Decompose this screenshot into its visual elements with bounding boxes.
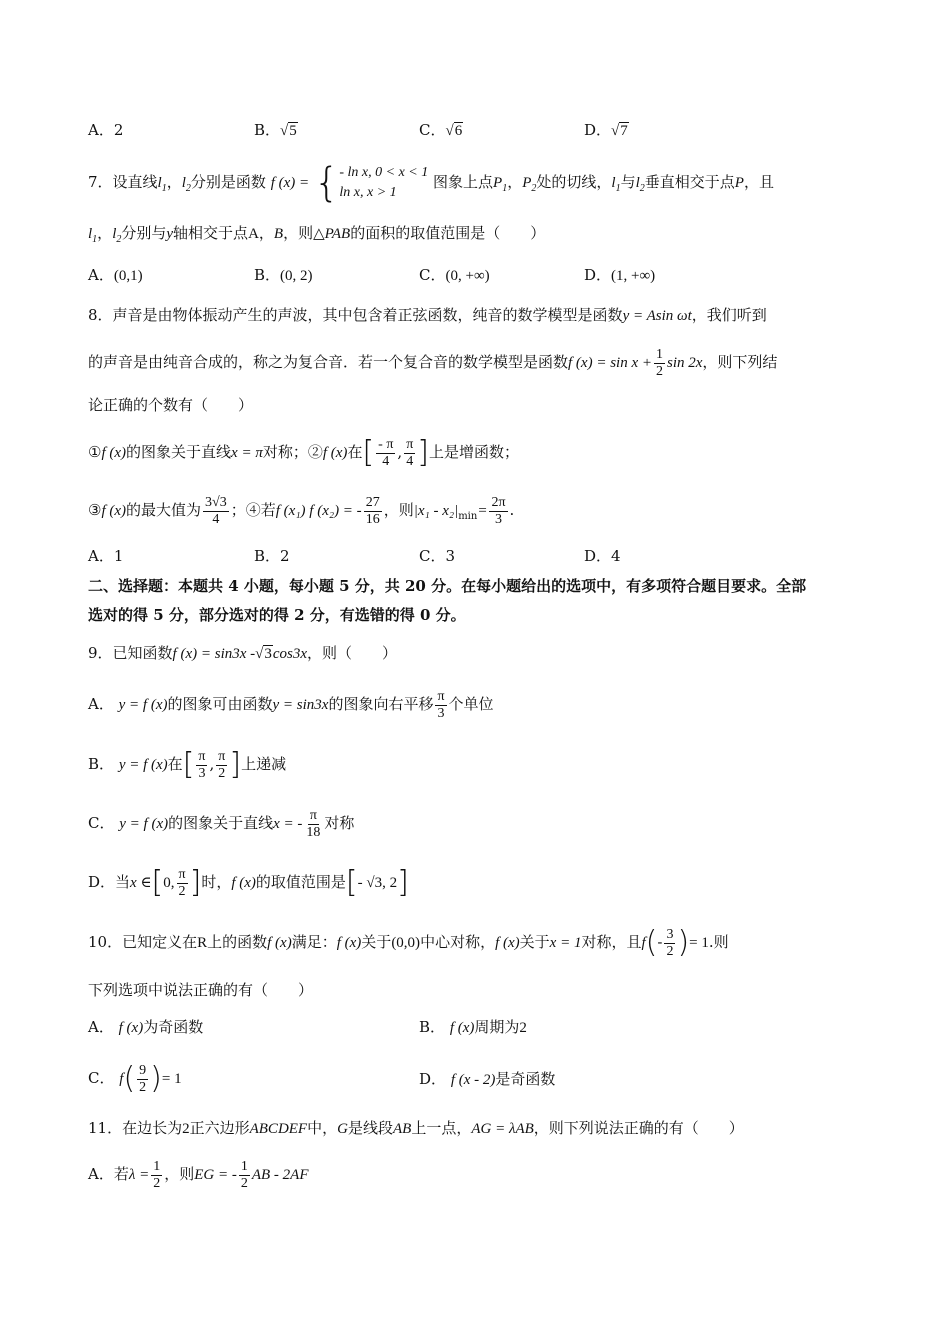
q8-option-a-text: A．1 bbox=[88, 547, 124, 565]
q8-text: . bbox=[509, 501, 515, 519]
q11-lambda-fraction bbox=[151, 1159, 162, 1192]
q7-text: 处的切线， bbox=[536, 173, 612, 191]
q9-text: ，则（ ） bbox=[307, 644, 398, 662]
q7-text: 7．设直线 bbox=[88, 173, 158, 191]
q10-fx: f (x) bbox=[449, 1020, 475, 1036]
q7-text: 分别是函数 bbox=[190, 173, 266, 191]
fraction-denominator: 18 bbox=[306, 824, 321, 840]
bracket-right: ] bbox=[189, 865, 202, 900]
q9-text: 的图象向右平移 bbox=[328, 695, 434, 713]
q9-option-d bbox=[88, 862, 409, 903]
q10-fx: f (x) bbox=[336, 935, 362, 951]
q11-option-a bbox=[88, 1154, 309, 1195]
q8-fx: f (x) bbox=[101, 445, 127, 461]
paren-left: ( bbox=[645, 925, 658, 960]
q8-option-c-text: C．3 bbox=[419, 547, 456, 565]
q9-d-fraction bbox=[177, 867, 188, 900]
q10-eq: = 1 bbox=[161, 1071, 182, 1087]
q9-stem bbox=[88, 642, 397, 665]
bracket-left: [ bbox=[151, 865, 164, 900]
q10-option-b-label: B． bbox=[419, 1018, 446, 1036]
fraction-numerator: π bbox=[178, 866, 186, 882]
q7-l1-sub: 1 bbox=[161, 183, 167, 194]
fraction-numerator: 1 bbox=[656, 346, 663, 362]
q8-fx: f (x) bbox=[101, 503, 127, 519]
q7-l2: l bbox=[181, 175, 186, 191]
q7-option-a-label: A． bbox=[88, 266, 114, 284]
q9-option-b-label: B． bbox=[88, 755, 115, 773]
q9-yfx: y = f (x) bbox=[118, 697, 168, 713]
q8-option-b-text: B．2 bbox=[254, 547, 290, 565]
q11-option-a-label: A．若 bbox=[88, 1165, 129, 1183]
fraction-numerator: - π bbox=[378, 436, 394, 452]
q7-option-d-value: (1, +∞) bbox=[611, 268, 656, 284]
q8-text: 在 bbox=[347, 443, 363, 461]
q7-text: ，且 bbox=[743, 173, 774, 191]
q8-text: 论正确的个数有（ ） bbox=[88, 396, 254, 414]
fraction-denominator: 2 bbox=[240, 1175, 248, 1191]
fraction-denominator: 4 bbox=[382, 453, 390, 469]
q9-text: 上递减 bbox=[241, 755, 287, 773]
q10-text: 关于 bbox=[361, 933, 392, 951]
q7-text: 分别与 bbox=[121, 224, 167, 242]
q10-fx-shift: f (x - 2) bbox=[450, 1072, 496, 1088]
q11-text: 11．在边长为 bbox=[88, 1119, 183, 1137]
q9-interval-left bbox=[196, 749, 207, 782]
q9-zero: 0, bbox=[163, 875, 175, 891]
q9-line-x: x = - bbox=[273, 816, 303, 832]
fraction-numerator: 1 bbox=[153, 1158, 161, 1174]
q7-option-b-value: (0, 2) bbox=[280, 268, 313, 284]
q8-text: ③ bbox=[88, 501, 102, 519]
q10-text: 下列选项中说法正确的有（ ） bbox=[88, 981, 314, 999]
q7-l2-sub: 2 bbox=[639, 183, 645, 194]
q7-p1: P bbox=[493, 175, 503, 191]
q10-option-b-value: 2 bbox=[519, 1020, 527, 1036]
q10-option-c bbox=[88, 1058, 182, 1099]
q7-l2-sub: 2 bbox=[185, 183, 191, 194]
section-2-heading-line2 bbox=[88, 604, 466, 626]
fraction-denominator: 2 bbox=[666, 943, 674, 959]
q7-text: 与 bbox=[620, 173, 636, 191]
q9-option-c-label: C． bbox=[88, 814, 115, 832]
fraction-denominator: 2 bbox=[178, 883, 186, 899]
q7-l1: l bbox=[157, 175, 162, 191]
q10-option-d-text: 是奇函数 bbox=[495, 1070, 556, 1088]
q7-text: 图象上点 bbox=[433, 173, 494, 191]
q8-text: ，我们听到 bbox=[691, 306, 767, 324]
q8-option-c bbox=[419, 545, 455, 567]
sqrt-symbol: √ bbox=[255, 646, 264, 662]
q7-text: ，则△ bbox=[283, 224, 325, 242]
q10-option-b-text: 周期为 bbox=[474, 1018, 520, 1036]
q7-option-d-label: D． bbox=[584, 266, 612, 284]
q6-option-d-value: 7 bbox=[620, 123, 628, 139]
q10-R: R bbox=[197, 935, 208, 951]
q7-stem-line2 bbox=[88, 222, 545, 251]
q9-option-a-label: A． bbox=[88, 695, 114, 713]
q9-text: 的取值范围是 bbox=[255, 873, 346, 891]
q9-option-d-label: D．当 bbox=[88, 873, 131, 891]
q8-diff-fraction bbox=[489, 495, 507, 528]
q10-option-a-text: 为奇函数 bbox=[143, 1018, 204, 1036]
q7-piecewise bbox=[313, 160, 429, 206]
q7-comma: ， bbox=[258, 224, 274, 242]
q11-hexagon: ABCDEF bbox=[249, 1121, 308, 1137]
q11-eg-fraction bbox=[239, 1159, 250, 1192]
q8-sin2x: sin 2x bbox=[667, 355, 703, 371]
q7-option-b-label: B． bbox=[254, 266, 281, 284]
q7-l1: l bbox=[88, 226, 93, 242]
q10-text: 满足： bbox=[291, 933, 337, 951]
q10-fx: f (x) bbox=[267, 935, 292, 951]
q8-line-x: x = π bbox=[231, 445, 263, 461]
q7-option-a-value: (0,1) bbox=[113, 268, 143, 284]
q10-fx: f (x) bbox=[118, 1020, 144, 1036]
q7-l1: l bbox=[611, 175, 616, 191]
q10-c-fraction bbox=[137, 1063, 148, 1096]
q10-stem-line2 bbox=[88, 979, 313, 1001]
q8-product-fraction bbox=[364, 495, 382, 528]
q7-triangle: PAB bbox=[324, 226, 351, 242]
q8-text: ，则下列结 bbox=[702, 353, 778, 371]
q8-half-fraction bbox=[654, 347, 665, 380]
q7-option-c-value: (0, +∞) bbox=[445, 268, 490, 284]
q8-max-fraction bbox=[203, 495, 229, 528]
q10-text: 关于 bbox=[519, 933, 550, 951]
q6-option-d bbox=[584, 119, 629, 142]
q7-l2-sub: 2 bbox=[116, 234, 122, 245]
fraction-numerator: π bbox=[198, 748, 206, 764]
bracket-right: ] bbox=[397, 865, 409, 900]
q9-text: 时， bbox=[201, 873, 232, 891]
fraction-denominator: 2 bbox=[139, 1079, 147, 1095]
q7-piece-rows bbox=[339, 163, 428, 203]
fraction-numerator: 3 bbox=[666, 926, 674, 942]
q7-text: 垂直相交于点 bbox=[644, 173, 735, 191]
paren-left: ( bbox=[123, 1061, 136, 1096]
q7-stem-line1 bbox=[88, 160, 774, 211]
q10-f: f bbox=[641, 935, 646, 951]
q10-cond-fraction bbox=[664, 927, 675, 960]
q10-text: .则 bbox=[708, 933, 729, 951]
q9-option-b: B． y = f (x)在[ $\frac{\pi}{3}$ , $\frac{\pi}{2}$ ]上递减 bbox=[88, 747, 287, 782]
fraction-denominator: 3 bbox=[198, 765, 206, 781]
bracket-right: ] bbox=[229, 747, 242, 782]
q8-option-d bbox=[584, 545, 621, 567]
q8-option-b bbox=[254, 545, 290, 567]
q7-text: 的面积的取值范围是（ ） bbox=[350, 224, 546, 242]
q8-text: 的声音是由纯音合成的，称之为复合音．若一个复合音的数学模型是函数 bbox=[88, 353, 569, 371]
q7-comma: ， bbox=[507, 173, 523, 191]
q8-abs-diff: |x₁ - x₂| bbox=[413, 503, 459, 519]
fraction-numerator: 1 bbox=[240, 1158, 248, 1174]
q7-comma: ， bbox=[97, 224, 113, 242]
section-2-text: 二、选择题：本题共 4 小题，每小题 5 分，共 20 分。在每小题给出的选项中，有多项符合题目要求。全部 bbox=[88, 577, 807, 595]
fraction-numerator: π bbox=[309, 807, 317, 823]
q7-option-b bbox=[254, 264, 313, 287]
q7-function: f (x) = bbox=[270, 175, 310, 191]
fraction-denominator: 4 bbox=[212, 511, 220, 527]
q9-sqrt-value: 3 bbox=[264, 646, 272, 662]
fraction-denominator: 2 bbox=[153, 1175, 161, 1191]
q10-x1: x = 1 bbox=[549, 935, 582, 951]
q10-text: 对称，且 bbox=[581, 933, 642, 951]
q11-text: 是线段 bbox=[347, 1119, 393, 1137]
paren-right: ) bbox=[677, 925, 690, 960]
bracket-left: [ bbox=[182, 747, 195, 782]
fraction-numerator: π bbox=[406, 436, 414, 452]
fraction-numerator: 2π bbox=[491, 494, 506, 510]
fraction-numerator: 3√3 bbox=[205, 494, 227, 510]
q9-x-in: x ∈ bbox=[130, 875, 152, 891]
q7-l2: l bbox=[112, 226, 117, 242]
fraction-numerator: 9 bbox=[139, 1062, 147, 1078]
q7-piece-1: - ln x, 0 < x < 1 bbox=[339, 165, 429, 180]
q10-option-d bbox=[419, 1068, 555, 1091]
q7-option-c bbox=[419, 264, 490, 287]
q8-model: y = Asin ωt bbox=[622, 308, 692, 324]
q8-text: 上是增函数； bbox=[428, 443, 519, 461]
section-2-heading-line1 bbox=[88, 575, 806, 597]
q9-shift-fraction bbox=[435, 689, 446, 722]
q9-axis-fraction bbox=[304, 808, 322, 841]
q9-option-c bbox=[88, 803, 354, 844]
q9-text: 对称 bbox=[324, 814, 355, 832]
q8-product: f (x₁) f (x₂) = - bbox=[275, 503, 362, 519]
q10-eq: = 1 bbox=[689, 935, 709, 951]
q11-lambda: λ = bbox=[128, 1167, 150, 1183]
q11-stem bbox=[88, 1117, 744, 1140]
q6-option-a-text: A．2 bbox=[88, 121, 124, 139]
q9-text: 的图象可由函数 bbox=[167, 695, 273, 713]
fraction-denominator: 3 bbox=[437, 705, 445, 721]
q8-fx: f (x) bbox=[322, 445, 348, 461]
q6-option-b bbox=[254, 119, 298, 142]
q9-sin3x: y = sin3x bbox=[272, 697, 329, 713]
q8-function: f (x) = sin x + bbox=[568, 355, 652, 371]
q11-point-g: G bbox=[337, 1121, 348, 1137]
sqrt-symbol: √ bbox=[280, 123, 289, 139]
q7-p2-sub: 2 bbox=[531, 183, 537, 194]
q10-option-d-label: D． bbox=[419, 1070, 447, 1088]
q7-comma: ， bbox=[166, 173, 182, 191]
q10-option-b bbox=[419, 1016, 527, 1039]
q8-interval-left bbox=[376, 437, 395, 470]
q9-yfx: y = f (x) bbox=[119, 816, 169, 832]
q7-point-b: B bbox=[273, 226, 284, 242]
q11-text: ，则 bbox=[164, 1165, 195, 1183]
q11-text: 正六边形 bbox=[189, 1119, 250, 1137]
q8-option-d-text: D．4 bbox=[584, 547, 621, 565]
q8-interval-right bbox=[404, 437, 415, 470]
brace-symbol: { bbox=[313, 160, 340, 206]
q8-equals: = bbox=[477, 503, 488, 519]
q11-text: 上一点， bbox=[411, 1119, 472, 1137]
q8-stem-line2 bbox=[88, 344, 777, 381]
q10-text: 上的函数 bbox=[207, 933, 268, 951]
q8-stem-line1 bbox=[88, 304, 767, 327]
q10-origin: (0,0) bbox=[391, 935, 421, 951]
q10-option-a-label: A． bbox=[88, 1018, 114, 1036]
q11-text: ，则下列说法正确的有（ ） bbox=[533, 1119, 744, 1137]
fraction-denominator: 4 bbox=[406, 453, 414, 469]
q9-text: 个单位 bbox=[448, 695, 494, 713]
bracket-left: [ bbox=[345, 865, 358, 900]
q7-option-c-label: C． bbox=[419, 266, 446, 284]
q9-text: 在 bbox=[167, 755, 183, 773]
q8-text: 的图象关于直线 bbox=[126, 443, 232, 461]
q7-y: y bbox=[166, 226, 174, 242]
fraction-denominator: 2 bbox=[218, 765, 226, 781]
q7-option-a bbox=[88, 264, 143, 287]
q11-text: 中， bbox=[307, 1119, 338, 1137]
q7-l2: l bbox=[635, 175, 640, 191]
q8-text: 的最大值为 bbox=[126, 501, 202, 519]
q8-text: ① bbox=[88, 443, 102, 461]
q8-text: 对称；② bbox=[262, 443, 323, 461]
q7-p1-sub: 1 bbox=[502, 183, 508, 194]
sqrt-symbol: √ bbox=[445, 123, 454, 139]
q10-stem-line1 bbox=[88, 922, 729, 963]
paren-right: ) bbox=[150, 1061, 162, 1096]
q10-f: f bbox=[119, 1071, 124, 1087]
q6-option-c-label: C． bbox=[419, 121, 446, 139]
fraction-denominator: 16 bbox=[365, 511, 380, 527]
q8-statements-3-4 bbox=[88, 490, 514, 537]
q7-text: 轴相交于点 bbox=[173, 224, 249, 242]
q6-option-a bbox=[88, 119, 123, 141]
q8-text: ，则 bbox=[383, 501, 414, 519]
q10-option-c-label: C． bbox=[88, 1069, 115, 1087]
q10-option-a bbox=[88, 1016, 203, 1039]
q9-interval-right bbox=[216, 749, 227, 782]
q11-side: 2 bbox=[182, 1121, 190, 1137]
q9-text: 9．已知函数 bbox=[88, 644, 173, 662]
q7-piece-2: ln x, x > 1 bbox=[339, 185, 397, 200]
q9-option-a bbox=[88, 684, 494, 725]
q8-min-sub: min bbox=[458, 511, 478, 522]
q6-option-b-label: B． bbox=[254, 121, 281, 139]
q10-text: 中心对称， bbox=[420, 933, 496, 951]
q8-text: 8．声音是由物体振动产生的声波，其中包含着正弦函数，纯音的数学模型是函数 bbox=[88, 306, 623, 324]
q10-fx: f (x) bbox=[495, 935, 520, 951]
section-2-text: 选对的得 5 分，部分选对的得 2 分，有选错的得 0 分。 bbox=[88, 606, 466, 624]
q7-l1-sub: 1 bbox=[92, 234, 98, 245]
q7-point-a: A bbox=[248, 226, 259, 242]
q11-ag-relation: AG = λAB bbox=[471, 1121, 534, 1137]
q7-option-d bbox=[584, 264, 655, 287]
q7-p2: P bbox=[522, 175, 532, 191]
q7-p: P bbox=[734, 175, 744, 191]
q11-segment-ab: AB bbox=[392, 1121, 412, 1137]
q6-option-c-value: 6 bbox=[454, 123, 463, 139]
q9-range: - √3, 2 bbox=[357, 875, 398, 891]
q11-vector-eg: EG = - bbox=[194, 1167, 237, 1183]
q6-option-b-value: 5 bbox=[289, 123, 297, 139]
q9-yfx: y = f (x) bbox=[118, 757, 168, 773]
fraction-numerator: π bbox=[218, 748, 226, 764]
q8-option-a bbox=[88, 545, 123, 567]
q6-option-d-label: D． bbox=[584, 121, 612, 139]
fraction-numerator: π bbox=[437, 688, 445, 704]
sqrt-symbol: √ bbox=[611, 123, 620, 139]
q9-cos: cos3x bbox=[272, 646, 308, 662]
fraction-numerator: 27 bbox=[365, 494, 380, 510]
q8-text: ；④若 bbox=[230, 501, 276, 519]
q11-vector-rest: AB - 2AF bbox=[251, 1167, 309, 1183]
q9-fx: f (x) bbox=[231, 875, 256, 891]
bracket-left: [ bbox=[362, 435, 375, 470]
q7-l1-sub: 1 bbox=[615, 183, 621, 194]
q6-option-c bbox=[419, 119, 463, 142]
q9-function: f (x) = sin3x - bbox=[172, 646, 256, 662]
fraction-denominator: 3 bbox=[494, 511, 502, 527]
q10-text: 10．已知定义在 bbox=[88, 933, 198, 951]
q9-text: 的图象关于直线 bbox=[168, 814, 274, 832]
q8-stem-line3 bbox=[88, 394, 253, 416]
fraction-denominator: 2 bbox=[656, 363, 663, 379]
bracket-right: ] bbox=[417, 435, 429, 470]
q10-neg: - bbox=[657, 933, 663, 951]
q8-statements-1-2: ①f (x)的图象关于直线x = π对称；②f (x)在[ $\frac{- \pi}{4}$ , $\frac{\pi}{4}$ ]上是增函数； bbox=[88, 435, 519, 470]
